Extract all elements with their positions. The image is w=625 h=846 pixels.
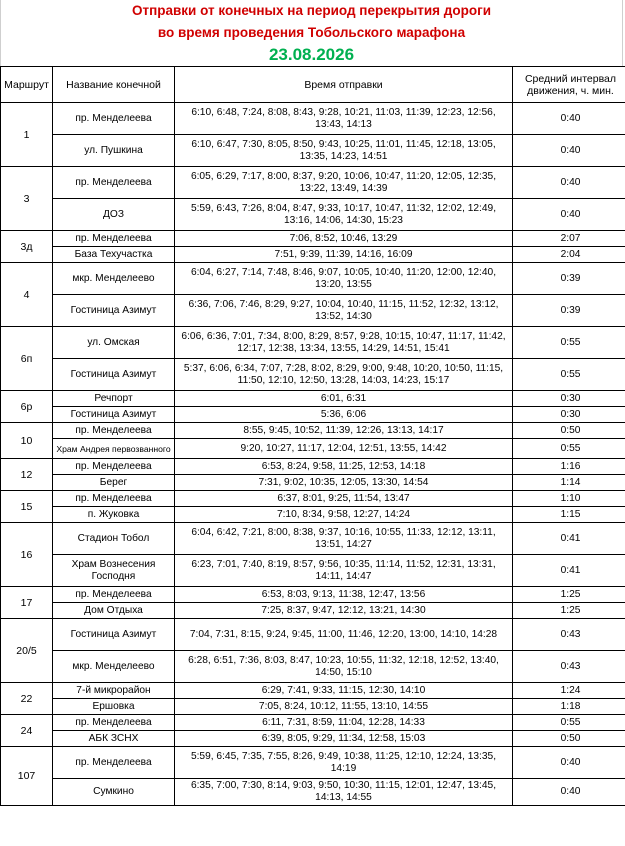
interval-value: 0:55 — [513, 359, 625, 391]
departure-times: 6:04, 6:27, 7:14, 7:48, 8:46, 9:07, 10:05, 10:40, 11:20, 12:00, 12:40, 13:20, 13:55 — [175, 263, 513, 295]
table-row — [1, 135, 625, 167]
header-departures: Время отправки — [175, 67, 513, 103]
terminal-name: Ершовка — [53, 699, 175, 715]
departure-times: 6:11, 7:31, 8:59, 11:04, 12:28, 14:33 — [175, 715, 513, 731]
departure-times: 6:53, 8:03, 9:13, 11:38, 12:47, 13:56 — [175, 587, 513, 603]
route-number: 3 — [1, 167, 53, 231]
route-number: 10 — [1, 423, 53, 459]
table-row — [1, 231, 625, 247]
interval-value: 0:30 — [513, 391, 625, 407]
interval-value: 0:55 — [513, 327, 625, 359]
interval-value: 1:18 — [513, 699, 625, 715]
table-row — [1, 683, 625, 699]
departure-times: 9:20, 10:27, 11:17, 12:04, 12:51, 13:55, 14:42 — [175, 439, 513, 459]
table-row — [1, 327, 625, 359]
interval-value: 0:41 — [513, 555, 625, 587]
interval-value: 2:04 — [513, 247, 625, 263]
table-row — [1, 491, 625, 507]
departure-times: 6:28, 6:51, 7:36, 8:03, 8:47, 10:23, 10:55, 11:32, 12:18, 12:52, 13:40, 14:50, 15:10 — [175, 651, 513, 683]
interval-value: 0:40 — [513, 779, 625, 806]
terminal-name: База Техучастка — [53, 247, 175, 263]
route-number: 15 — [1, 491, 53, 523]
interval-value: 0:40 — [513, 103, 625, 135]
departure-times: 6:37, 8:01, 9:25, 11:54, 13:47 — [175, 491, 513, 507]
interval-value: 1:10 — [513, 491, 625, 507]
terminal-name: Берег — [53, 475, 175, 491]
table-row — [1, 459, 625, 475]
interval-value: 0:40 — [513, 167, 625, 199]
interval-value: 0:43 — [513, 651, 625, 683]
departure-times: 7:06, 8:52, 10:46, 13:29 — [175, 231, 513, 247]
table-row — [1, 619, 625, 651]
route-number: 12 — [1, 459, 53, 491]
departure-times: 5:37, 6:06, 6:34, 7:07, 7:28, 8:02, 8:29, 9:00, 9:48, 10:20, 10:50, 11:15, 11:50, 12:10, 12:50, 13:28, 14:03, 14:23, 15:17 — [175, 359, 513, 391]
departure-times: 7:51, 9:39, 11:39, 14:16, 16:09 — [175, 247, 513, 263]
interval-value: 1:14 — [513, 475, 625, 491]
terminal-name: пр. Менделеева — [53, 167, 175, 199]
table-row — [1, 507, 625, 523]
departure-times: 6:01, 6:31 — [175, 391, 513, 407]
terminal-name: ул. Омская — [53, 327, 175, 359]
route-number: 22 — [1, 683, 53, 715]
terminal-name: пр. Менделеева — [53, 103, 175, 135]
terminal-name: пр. Менделеева — [53, 715, 175, 731]
terminal-name: пр. Менделеева — [53, 587, 175, 603]
terminal-name: 7-й микрорайон — [53, 683, 175, 699]
table-row — [1, 439, 625, 459]
terminal-name: Сумкино — [53, 779, 175, 806]
interval-value: 0:41 — [513, 523, 625, 555]
terminal-name: пр. Менделеева — [53, 423, 175, 439]
interval-value: 0:40 — [513, 135, 625, 167]
interval-value: 1:15 — [513, 507, 625, 523]
terminal-name: п. Жуковка — [53, 507, 175, 523]
table-row — [1, 407, 625, 423]
table-row — [1, 263, 625, 295]
interval-value: 0:50 — [513, 731, 625, 747]
interval-value: 1:25 — [513, 603, 625, 619]
terminal-name: пр. Менделеева — [53, 491, 175, 507]
departure-times: 7:04, 7:31, 8:15, 9:24, 9:45, 11:00, 11:46, 12:20, 13:00, 14:10, 14:28 — [175, 619, 513, 651]
departure-times: 7:31, 9:02, 10:35, 12:05, 13:30, 14:54 — [175, 475, 513, 491]
terminal-name: Гостиница Азимут — [53, 359, 175, 391]
departure-times: 6:10, 6:48, 7:24, 8:08, 8:43, 9:28, 10:21, 11:03, 11:39, 12:23, 12:56, 13:43, 14:13 — [175, 103, 513, 135]
table-row — [1, 199, 625, 231]
departure-times: 6:23, 7:01, 7:40, 8:19, 8:57, 9:56, 10:35, 11:14, 11:52, 12:31, 13:31, 14:11, 14:47 — [175, 555, 513, 587]
interval-value: 0:39 — [513, 263, 625, 295]
header-terminal: Название конечной — [53, 67, 175, 103]
table-row — [1, 731, 625, 747]
departure-times: 7:05, 8:24, 10:12, 11:55, 13:10, 14:55 — [175, 699, 513, 715]
interval-value: 1:24 — [513, 683, 625, 699]
departure-times: 6:05, 6:29, 7:17, 8:00, 8:37, 9:20, 10:06, 10:47, 11:20, 12:05, 12:35, 13:22, 13:49, 14:39 — [175, 167, 513, 199]
schedule-date: 23.08.2026 — [0, 43, 623, 66]
departure-times: 7:25, 8:37, 9:47, 12:12, 13:21, 14:30 — [175, 603, 513, 619]
route-number: 107 — [1, 747, 53, 806]
route-number: 3д — [1, 231, 53, 263]
terminal-name: пр. Менделеева — [53, 231, 175, 247]
route-number: 24 — [1, 715, 53, 747]
table-row — [1, 103, 625, 135]
departure-times: 5:36, 6:06 — [175, 407, 513, 423]
terminal-name: пр. Менделеева — [53, 459, 175, 475]
terminal-name: Речпорт — [53, 391, 175, 407]
departure-times: 6:35, 7:00, 7:30, 8:14, 9:03, 9:50, 10:30, 11:15, 12:01, 12:47, 13:45, 14:13, 14:55 — [175, 779, 513, 806]
route-number: 17 — [1, 587, 53, 619]
table-row — [1, 167, 625, 199]
terminal-name: пр. Менделеева — [53, 747, 175, 779]
table-row — [1, 523, 625, 555]
schedule-body — [1, 103, 625, 806]
table-row — [1, 555, 625, 587]
table-row — [1, 391, 625, 407]
terminal-name: Храм Вознесения Господня — [53, 555, 175, 587]
interval-value: 0:43 — [513, 619, 625, 651]
header-row — [1, 67, 625, 103]
route-number: 16 — [1, 523, 53, 587]
schedule-table — [0, 66, 625, 806]
route-number: 6р — [1, 391, 53, 423]
departure-times: 5:59, 6:43, 7:26, 8:04, 8:47, 9:33, 10:17, 10:47, 11:32, 12:02, 12:49, 13:16, 14:06, 14:30, 15:23 — [175, 199, 513, 231]
terminal-name: Гостиница Азимут — [53, 295, 175, 327]
departure-times: 6:04, 6:42, 7:21, 8:00, 8:38, 9:37, 10:16, 10:55, 11:33, 12:12, 13:11, 13:51, 14:27 — [175, 523, 513, 555]
table-row — [1, 475, 625, 491]
terminal-name: Гостиница Азимут — [53, 619, 175, 651]
terminal-name: ДОЗ — [53, 199, 175, 231]
departure-times: 6:36, 7:06, 7:46, 8:29, 9:27, 10:04, 10:40, 11:15, 11:52, 12:32, 13:12, 13:52, 14:30 — [175, 295, 513, 327]
departure-times: 8:55, 9:45, 10:52, 11:39, 12:26, 13:13, 14:17 — [175, 423, 513, 439]
route-number: 4 — [1, 263, 53, 327]
table-row — [1, 603, 625, 619]
table-row — [1, 699, 625, 715]
table-row — [1, 295, 625, 327]
interval-value: 1:16 — [513, 459, 625, 475]
terminal-name: Стадион Тобол — [53, 523, 175, 555]
table-row — [1, 747, 625, 779]
route-number: 20/5 — [1, 619, 53, 683]
interval-value: 0:55 — [513, 439, 625, 459]
table-row — [1, 779, 625, 806]
table-row — [1, 651, 625, 683]
terminal-name: Храм Андрея первозванного — [53, 439, 175, 459]
departure-times: 7:10, 8:34, 9:58, 12:27, 14:24 — [175, 507, 513, 523]
table-row — [1, 247, 625, 263]
table-row — [1, 359, 625, 391]
terminal-name: мкр. Менделеево — [53, 263, 175, 295]
table-row — [1, 587, 625, 603]
route-number: 1 — [1, 103, 53, 167]
departure-times: 6:39, 8:05, 9:29, 11:34, 12:58, 15:03 — [175, 731, 513, 747]
terminal-name: мкр. Менделеево — [53, 651, 175, 683]
interval-value: 0:40 — [513, 747, 625, 779]
interval-value: 0:30 — [513, 407, 625, 423]
interval-value: 0:50 — [513, 423, 625, 439]
interval-value: 2:07 — [513, 231, 625, 247]
title-line-1: Отправки от конечных на период перекрытия дороги — [0, 0, 623, 22]
terminal-name: Дом Отдыха — [53, 603, 175, 619]
table-row — [1, 423, 625, 439]
terminal-name: Гостиница Азимут — [53, 407, 175, 423]
terminal-name: ул. Пушкина — [53, 135, 175, 167]
route-number: 6п — [1, 327, 53, 391]
terminal-name: АБК ЗСНХ — [53, 731, 175, 747]
interval-value: 0:40 — [513, 199, 625, 231]
interval-value: 0:55 — [513, 715, 625, 731]
departure-times: 6:29, 7:41, 9:33, 11:15, 12:30, 14:10 — [175, 683, 513, 699]
header-route: Маршрут — [1, 67, 53, 103]
departure-times: 6:53, 8:24, 9:58, 11:25, 12:53, 14:18 — [175, 459, 513, 475]
title-line-2: во время проведения Тобольского марафона — [0, 22, 623, 43]
departure-times: 5:59, 6:45, 7:35, 7:55, 8:26, 9:49, 10:38, 11:25, 12:10, 12:24, 13:35, 14:19 — [175, 747, 513, 779]
table-row — [1, 715, 625, 731]
departure-times: 6:06, 6:36, 7:01, 7:34, 8:00, 8:29, 8:57, 9:28, 10:15, 10:47, 11:17, 11:42, 12:17, 12:38, 13:34, 13:55, 14:29, 14:51, 15:41 — [175, 327, 513, 359]
interval-value: 1:25 — [513, 587, 625, 603]
interval-value: 0:39 — [513, 295, 625, 327]
departure-times: 6:10, 6:47, 7:30, 8:05, 8:50, 9:43, 10:25, 11:01, 11:45, 12:18, 13:05, 13:35, 14:23, 14:51 — [175, 135, 513, 167]
header-interval: Средний интервал движения, ч. мин. — [513, 67, 625, 103]
